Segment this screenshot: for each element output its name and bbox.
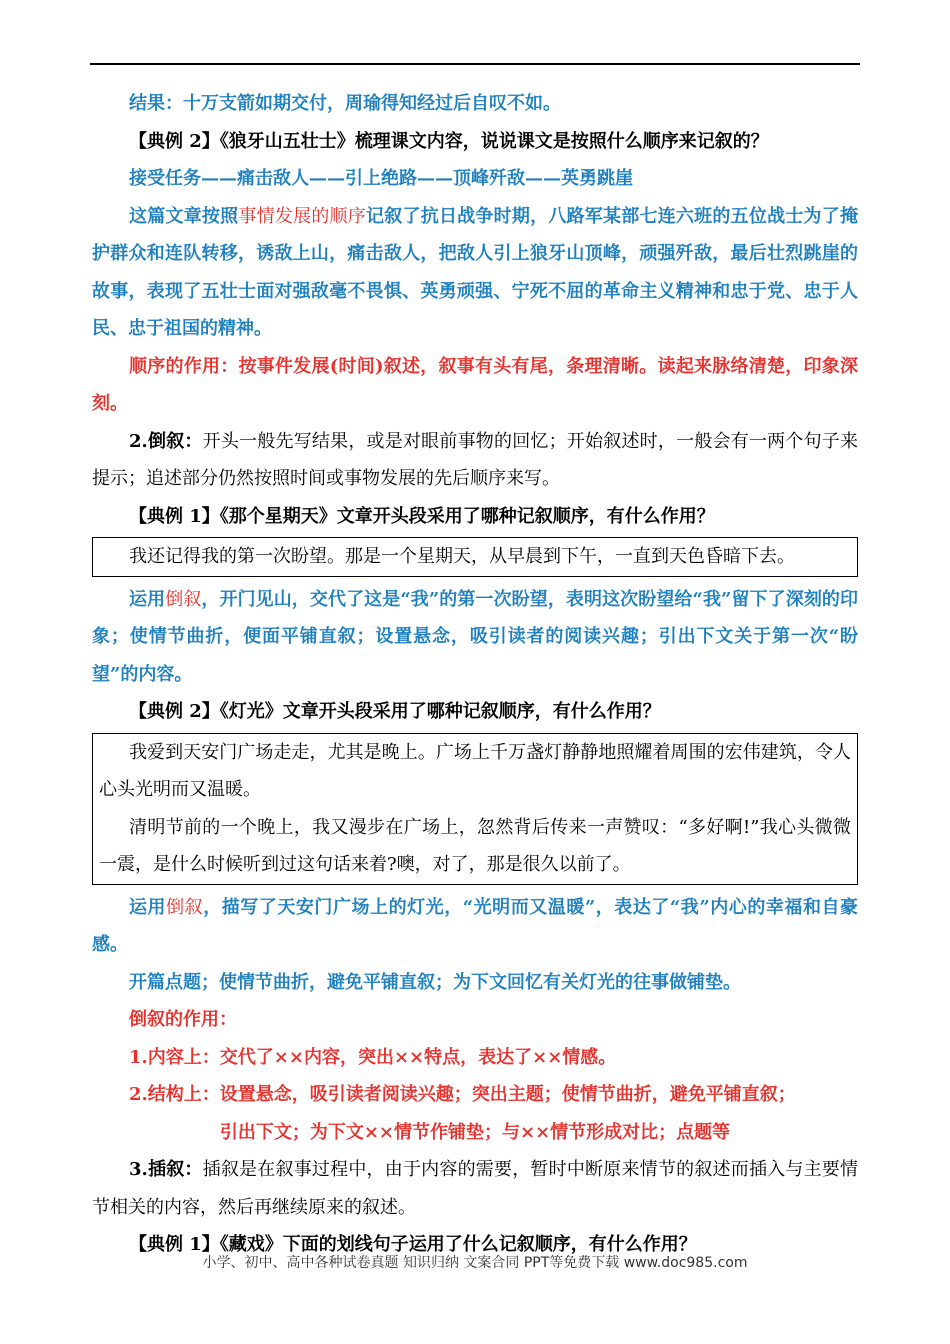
answer-paragraph-1: 运用倒叙，开门见山，交代了这是“我”的第一次盼望，表明这次盼望给“我”留下了深刻的印象；使情节曲折，便面平铺直叙；设置悬念，吸引读者的阅读兴趣；引出下文关于第一次“盼望”的内容。 — [92, 588, 859, 685]
footer-text: 小学、初中、高中各种试卷真题 知识归纳 文案合同 PPT等免费下载 www.doc985.com — [202, 1255, 748, 1271]
answer-paragraph-2: 运用倒叙，描写了天安门广场上的灯光，“光明而又温暖”，表达了“我”内心的幸福和自豪感。 — [92, 896, 859, 955]
analysis-paragraph: 这篇文章按照事情发展的顺序记叙了抗日战争时期，八路军某部七连六班的五位战士为了掩护群众和连队转移，诱敌上山，痛击敌人，把敌人引上狼牙山顶峰，顽强歼敌，最后壮烈跳崖的故事，表现了五壮士面对强敌毫不畏惧、英勇顽强、宁死不屈的革命主义精神和忠于党、忠于人民、忠于祖国的精神。 — [92, 205, 859, 339]
example-1-question: 【典例 1】《那个星期天》文章开头段采用了哪种记叙顺序，有什么作用？ — [129, 505, 715, 527]
plot-sequence: 接受任务——痛击敌人——引上绝路——顶峰歼敌——英勇跳崖 — [129, 168, 633, 189]
quote-box-1 — [92, 537, 858, 577]
quote-text: 我还记得我的第一次盼望。那是一个星期天，从早晨到下午，一直到天色昏暗下去。 — [129, 546, 795, 567]
flashback-definition: 2.倒叙：开头一般先写结果，或是对眼前事物的回忆；开始叙述时，一般会有一两个句子来提示；追述部分仍然按照时间或事物发展的先后顺序来写。 — [92, 430, 858, 489]
example-2-question: 【典例 2】《狼牙山五壮士》梳理课文内容，说说课文是按照什么顺序来记叙的？ — [129, 130, 769, 152]
function-structure-cont: 引出下文；为下文××情节作铺垫；与××情节形成对比；点题等 — [219, 1121, 731, 1143]
quote-box-2 — [92, 733, 858, 885]
flashback-function-title: 倒叙的作用： — [129, 1009, 237, 1030]
answer-paragraph-3: 开篇点题；使情节曲折，避免平铺直叙；为下文回忆有关灯光的往事做铺垫。 — [129, 971, 741, 993]
header-rule — [90, 63, 860, 65]
document-body — [92, 85, 858, 1264]
function-content: 1.内容上：交代了××内容，突出××特点，表达了××情感。 — [129, 1046, 617, 1068]
result-line: 结果：十万支箭如期交付，周瑜得知经过后自叹不如。 — [129, 93, 561, 114]
example-1-question-b: 【典例 1】《藏戏》下面的划线句子运用了什么记叙顺序，有什么作用？ — [129, 1234, 697, 1255]
quote-text: 我爱到天安门广场走走，尤其是晚上。广场上千万盏灯静静地照耀着周围的宏伟建筑，令人心头光明而又温暖。 — [99, 741, 851, 800]
example-2-question-b: 【典例 2】《灯光》文章开头段采用了哪种记叙顺序，有什么作用？ — [129, 701, 661, 722]
function-structure: 2.结构上：设置悬念，吸引读者阅读兴趣；突出主题；使情节曲折，避免平铺直叙； — [129, 1084, 796, 1105]
order-function: 顺序的作用：按事件发展(时间)叙述，叙事有头有尾，条理清晰。读起来脉络清楚，印象深刻。 — [92, 355, 858, 414]
interjection-definition: 3.插叙：插叙是在叙事过程中，由于内容的需要，暂时中断原来情节的叙述而插入与主要情节相关的内容，然后再继续原来的叙述。 — [92, 1159, 858, 1218]
quote-text: 清明节前的一个晚上，我又漫步在广场上，忽然背后传来一声赞叹：“多好啊!”我心头微微一震，是什么时候听到过这句话来着?噢，对了，那是很久以前了。 — [99, 816, 851, 875]
